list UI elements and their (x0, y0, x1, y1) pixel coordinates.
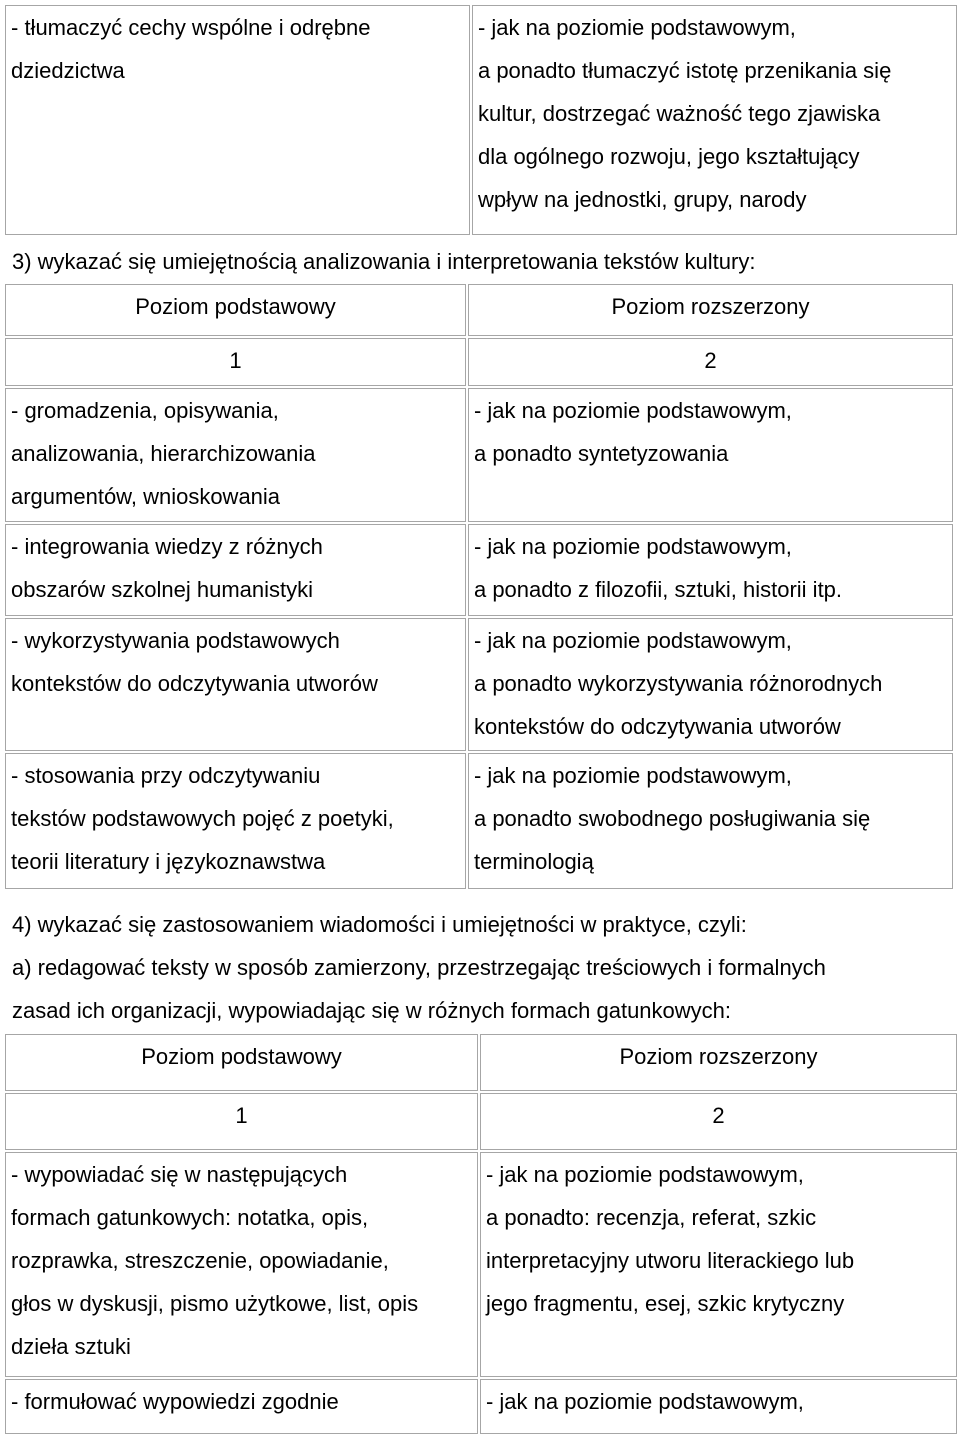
table-3-cell-extended (480, 1379, 957, 1434)
cell-line: - wykorzystywania podstawowych (11, 628, 340, 653)
table-3-cell-extended (480, 1152, 957, 1377)
cell-line: dziedzictwa (11, 58, 125, 83)
cell-line: analizowania, hierarchizowania (11, 441, 316, 466)
table-2-cell-basic (5, 753, 466, 889)
section-4a-line-1: a) redagować teksty w sposób zamierzony, przestrzegając treściowych i formalnych (12, 955, 826, 980)
table-2-cell-basic (5, 388, 466, 522)
table-2-cell-extended (468, 388, 953, 522)
table-row (5, 1379, 957, 1434)
cell-line: kultur, dostrzegać ważność tego zjawiska (477, 101, 881, 126)
table-3-header-basic: Poziom podstawowy (5, 1034, 478, 1091)
table-2-num-extended: 2 (468, 338, 953, 386)
table-row (5, 618, 953, 751)
table-2-cell-extended (468, 618, 953, 751)
table-3-header-extended: Poziom rozszerzony (480, 1034, 957, 1091)
cell-line: - integrowania wiedzy z różnych (11, 534, 323, 559)
cell-line: - jak na poziomie podstawowym, (485, 1389, 804, 1414)
cell-line: argumentów, wnioskowania (11, 484, 281, 509)
table-row (5, 388, 953, 522)
table-3-num-basic: 1 (5, 1093, 478, 1150)
table-3 (3, 1032, 959, 1436)
table-2-number-row (5, 338, 953, 386)
table-3-cell-basic (5, 1152, 478, 1377)
table-3-cell-basic (5, 1379, 478, 1434)
cell-line: - stosowania przy odczytywaniu (11, 763, 321, 788)
cell-line: a ponadto wykorzystywania różnorodnych (473, 671, 883, 696)
table-2 (3, 282, 955, 891)
table-1-row (5, 5, 957, 235)
cell-line: kontekstów do odczytywania utworów (11, 671, 378, 696)
section-4a-line-2: zasad ich organizacji, wypowiadając się w różnych formach gatunkowych: (12, 998, 732, 1023)
table-row (5, 524, 953, 616)
table-row (5, 1152, 957, 1377)
cell-line: terminologią (473, 849, 594, 874)
cell-line: - jak na poziomie podstawowym, (477, 15, 796, 40)
table-1 (3, 3, 959, 237)
table-3-header-row (5, 1034, 957, 1091)
cell-line: kontekstów do odczytywania utworów (473, 714, 841, 739)
cell-line: interpretacyjny utworu literackiego lub (485, 1248, 855, 1273)
cell-line: - formułować wypowiedzi zgodnie (11, 1389, 339, 1414)
table-3-num-extended: 2 (480, 1093, 957, 1150)
table-2-num-basic: 1 (5, 338, 466, 386)
cell-line: formach gatunkowych: notatka, opis, (11, 1205, 369, 1230)
cell-line: - wypowiadać się w następujących (11, 1162, 348, 1187)
table-2-cell-basic (5, 618, 466, 751)
cell-line: - gromadzenia, opisywania, (11, 398, 279, 423)
cell-line: a ponadto: recenzja, referat, szkic (485, 1205, 817, 1230)
table-2-cell-extended (468, 524, 953, 616)
cell-line: - jak na poziomie podstawowym, (473, 763, 792, 788)
cell-line: - tłumaczyć cechy wspólne i odrębne (11, 15, 371, 40)
table-1-cell-extended (472, 5, 957, 235)
cell-line: dzieła sztuki (11, 1334, 131, 1359)
table-2-cell-extended (468, 753, 953, 889)
cell-line: - jak na poziomie podstawowym, (485, 1162, 804, 1187)
cell-line: a ponadto swobodnego posługiwania się (473, 806, 871, 831)
cell-line: a ponadto z filozofii, sztuki, historii itp. (473, 577, 843, 602)
cell-line: - jak na poziomie podstawowym, (473, 398, 792, 423)
cell-line: - jak na poziomie podstawowym, (473, 534, 792, 559)
cell-line: a ponadto syntetyzowania (473, 441, 729, 466)
table-2-header-extended: Poziom rozszerzony (468, 284, 953, 336)
section-4-heading: 4) wykazać się zastosowaniem wiadomości i umiejętności w praktyce, czyli: (12, 912, 747, 937)
table-2-header-row (5, 284, 953, 336)
cell-line: tekstów podstawowych pojęć z poetyki, (11, 806, 394, 831)
cell-line: jego fragmentu, esej, szkic krytyczny (485, 1291, 845, 1316)
cell-line: wpływ na jednostki, grupy, narody (477, 187, 807, 212)
cell-line: obszarów szkolnej humanistyki (11, 577, 314, 602)
section-3-heading: 3) wykazać się umiejętnością analizowania i interpretowania tekstów kultury: (12, 249, 756, 274)
table-3-number-row (5, 1093, 957, 1150)
cell-line: a ponadto tłumaczyć istotę przenikania się (477, 58, 892, 83)
cell-line: - jak na poziomie podstawowym, (473, 628, 792, 653)
table-2-header-basic: Poziom podstawowy (5, 284, 466, 336)
cell-line: teorii literatury i językoznawstwa (11, 849, 326, 874)
cell-line: dla ogólnego rozwoju, jego kształtujący (477, 144, 860, 169)
cell-line: rozprawka, streszczenie, opowiadanie, (11, 1248, 389, 1273)
table-2-cell-basic (5, 524, 466, 616)
table-row (5, 753, 953, 889)
cell-line: głos w dyskusji, pismo użytkowe, list, opis (11, 1291, 419, 1316)
table-1-cell-basic (5, 5, 470, 235)
